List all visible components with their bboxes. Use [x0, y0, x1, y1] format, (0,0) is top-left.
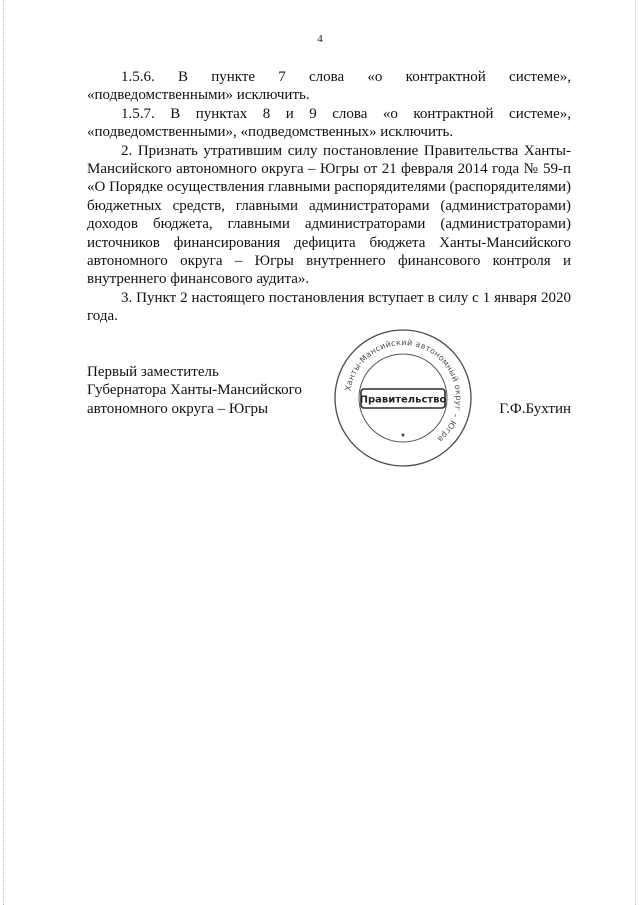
seal-bottom-mark: ★: [400, 432, 406, 439]
page-edge-left: [3, 0, 4, 905]
official-seal-stamp: [332, 327, 474, 469]
signature-block: [87, 363, 571, 463]
paragraph-2: 2. Признать утратившим силу постановление Правительства Ханты-Мансийского автономного округа – Югры от 21 февраля 2014 года № 59-п «О Порядке осуществления главными распорядителями (распорядителями) бюджетных средств, главными администраторами (администраторами) доходов бюджета, главными администраторами (администраторами) источников финансирования дефицита бюджета Ханты-Мансийского автономного округа – Югры внутреннего финансового контроля и внутреннего финансового аудита».: [87, 142, 571, 288]
signatory-position-line: автономного округа – Югры: [87, 400, 269, 417]
signatory-name: Г.Ф.Бухтин: [499, 401, 571, 417]
paragraph-1-5-6: 1.5.6. В пункте 7 слова «о контрактной системе», «подведомственными» исключить.: [87, 69, 571, 104]
seal-ring-text-path: Ханты-Мансийский автономный округ – Югра: [343, 337, 464, 444]
page-number: 4: [317, 33, 323, 45]
signatory-position: [87, 363, 327, 418]
signatory-position-line: Первый заместитель: [87, 364, 219, 380]
page-edge-right: [635, 0, 636, 905]
signatory-position-line: Губернатора Ханты-Мансийского: [87, 382, 302, 399]
paragraph-3: 3. Пункт 2 настоящего постановления вступает в силу с 1 января 2020 года.: [87, 289, 571, 325]
seal-center-text: Правительство: [359, 394, 447, 406]
paragraph-1-5-7: 1.5.7. В пунктах 8 и 9 слова «о контрактной системе», «подведомственными», «подведомственных» исключить.: [87, 105, 571, 141]
document-body: [87, 68, 571, 326]
